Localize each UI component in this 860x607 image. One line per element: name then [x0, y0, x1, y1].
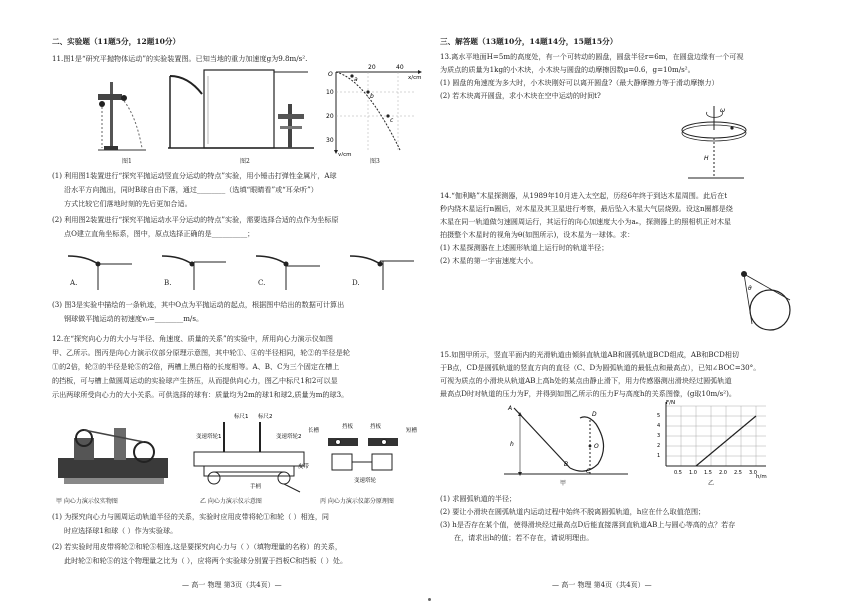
q15-track-figure	[500, 402, 630, 476]
q11-p2-line1: (2) 利用图2装置进行“探究平抛运动水平分运动的特点”实验，需要选择合适的点作为坐标原	[52, 215, 339, 224]
q12-q2-line2: 此时轮②和轮⑤的这个物理量之比为（ ），应将两个实验球分别置于挡板C和挡板（ ）处。	[64, 556, 348, 565]
section-heading-right: 三、解答题（13题10分，14题14分，15题15分）	[440, 37, 618, 46]
caption-yi-right: 乙	[708, 480, 715, 487]
q12-q1-line2: 时应选择球1和球（ ）作为实验球。	[64, 526, 178, 535]
tick-x-40: 40	[396, 64, 404, 71]
q14-jupiter-figure	[734, 268, 794, 340]
q11-p3-line2: 钢球做平抛运动的初速度v₀=________m/s。	[64, 314, 204, 323]
q13-line3: (1) 圆盘的角速度为多大时，小木块刚好可以离开圆盘?（最大静摩擦力等于滑动摩擦力）	[440, 78, 719, 87]
fig2-board	[168, 64, 318, 156]
q15-q3-line2: 在，请求出h的值；若不存在，请说明理由。	[454, 533, 594, 542]
q15-q1: (1) 求圆弧轨道的半径；	[440, 494, 517, 503]
label-b: b	[370, 93, 374, 100]
point-d-label: D	[592, 411, 597, 418]
label-belt-wheel: 变速塔轮	[354, 478, 377, 484]
q11-p1-line3: 方式比较它们落地时刻的先后更加合适。	[64, 199, 192, 208]
q15-graph-figure	[652, 398, 772, 480]
caption-jia: 甲 向心力演示仪实物图	[56, 498, 118, 505]
graph-grid	[666, 406, 766, 466]
q11-stem: 11.图1是“研究平抛物体运动”的实验装置图。已知当地的重力加速度g为9.8m/s².	[52, 54, 308, 63]
h-tick-2.0: 2.0	[719, 470, 727, 476]
fig1-apparatus	[90, 72, 150, 154]
q14-line1: 14.“伽利略”木星探测器，从1989年10月进入太空起，历经6年终于到达木星周围。此后在t	[440, 191, 728, 200]
f-tick-2: 2	[657, 443, 661, 449]
option-c-diagram	[256, 256, 320, 290]
h-tick-3.0: 3.0	[749, 470, 757, 476]
label-wheel-left: 变速塔轮1	[196, 434, 222, 440]
omega-label: ω	[720, 107, 726, 114]
jupiter-circle	[750, 290, 790, 330]
q15-line2: 于B点，CD是圆弧轨道的竖直方向的直径（C、D为圆弧轨道的最低点和最高点），已知∠BOC=30°。	[440, 363, 761, 372]
label-short-slot: 短槽	[406, 428, 418, 434]
q13-line1: 13.离水平地面H=5m的高度处，有一个可转动的圆盘，圆盘半径r=6m，在圆盘边缘有一个可视	[440, 52, 744, 61]
f-tick-3: 3	[657, 433, 661, 439]
f-tick-1: 1	[657, 453, 661, 459]
q12-line4: 的挡板，可与槽上做圆周运动的实验球产生挤压，从而提供向心力，图乙中标尺1和2可以显	[52, 376, 338, 385]
h-tick-0.5: 0.5	[674, 470, 682, 476]
option-c: C.	[258, 278, 266, 287]
f-tick-5: 5	[657, 413, 661, 419]
page-footer-right: — 高一 物理 第4页（共4页）—	[552, 581, 652, 589]
theta-label: θ	[748, 285, 752, 292]
y-unit: y/cm	[338, 152, 352, 156]
q12-line3: ①的2倍，轮③的半径是轮⑤的2倍，两槽上黑白格的长度相等。A、B、C为三个固定在槽上	[52, 362, 340, 371]
tick-y-20: 20	[326, 113, 334, 120]
q15-line3: 可视为质点的小滑块从轨道AB上高h处的某点由静止滑下，用力传感器测出滑块经过圆弧轨道	[440, 376, 732, 385]
incline-ab	[514, 408, 570, 468]
h-tick-1.0: 1.0	[689, 470, 697, 476]
point-a-label: A	[508, 405, 513, 412]
label-handle: 手柄	[250, 484, 262, 490]
height-label: H	[704, 155, 709, 162]
q12-line2: 甲、乙所示。图丙是向心力演示仪部分原理示意图，其中轮①、④的半径相同，轮②的半径是轮	[52, 348, 350, 357]
q14-line4: 拍摄整个木星时的视角为θ(如图所示)，设木星为一球体。求：	[440, 230, 635, 239]
label-a: a	[354, 76, 358, 83]
label-o: O	[328, 71, 333, 78]
q15-q2: (2) 要让小滑块在圆弧轨道内运动过程中始终不脱离圆弧轨道，h应在什么取值范围；	[440, 507, 706, 516]
q14-line2: 秒内绕木星运行n圈后，对木星及其卫星进行考察，最后坠入木星大气层烧毁。设这n圈都是绕	[440, 204, 733, 213]
q13-line2: 为质点的质量为1kg的小木块，小木块与圆盘的动摩擦因数μ=0.6，g=10m/s²。	[440, 65, 695, 74]
label-c: c	[390, 117, 394, 124]
option-d: D.	[352, 278, 360, 287]
ball-a	[121, 95, 127, 101]
f-axis-label: F/N	[666, 400, 676, 406]
label-baffle: 挡板	[342, 424, 354, 430]
caption-yi: 乙 向心力演示仪示意图	[200, 498, 262, 505]
q14-line3: 木星在同一轨道做匀速圆周运行，其运行的向心加速度大小为aₙ，探测器上的照相机正对木星	[440, 217, 732, 226]
label-baffle-2: 挡板	[370, 424, 382, 430]
point-b-label: B	[564, 461, 569, 468]
h-tick-2.5: 2.5	[734, 470, 742, 476]
h-label: h	[510, 441, 514, 448]
q14-line5: (1) 木星探测器在上述圆形轨道上运行时的轨道半径；	[440, 243, 609, 252]
q12-line1: 12.在“探究向心力的大小与半径、角速度、质量的关系”的实验中，所用向心力演示仪如图	[52, 334, 334, 343]
tick-y-30: 30	[326, 137, 334, 144]
q15-line1: 15.如图甲所示，竖直平面内的光滑轨道由倾斜直轨道AB和圆弧轨道BCD组成，AB和BCD相切	[440, 350, 739, 359]
q13-line4: (2) 若木块离开圆盘，求小木块在空中运动的时间t?	[440, 91, 601, 100]
point-o-label: O	[594, 443, 599, 450]
q12-q1-line1: (1) 为探究向心力与圆周运动轨道半径的关系，实验时应用皮带将轮①和轮（ ）相连，同	[52, 512, 330, 521]
option-b: B.	[164, 278, 172, 287]
x-unit: x/cm	[408, 75, 422, 81]
q15-q3-line1: (3) h是否存在某个值，使得滑块经过最高点D后能直接落到直轨道AB上与圆心等高的点？若存	[440, 520, 736, 529]
fig-yi-diagram	[194, 422, 304, 492]
point-c-label: C	[586, 468, 591, 475]
q13-disc-figure	[674, 104, 758, 184]
q14-line6: (2) 木星的第一宇宙速度大小。	[440, 256, 538, 265]
q11-options	[64, 246, 424, 292]
scan-mark	[428, 598, 431, 601]
label-scale2: 标尺2	[258, 414, 273, 420]
f-tick-4: 4	[657, 423, 661, 429]
tick-x-20: 20	[368, 64, 376, 71]
label-scale1: 标尺1	[234, 414, 249, 420]
h-tick-1.5: 1.5	[704, 470, 712, 476]
caption-fig2: 图2	[240, 158, 250, 165]
chute	[170, 76, 202, 94]
fig3-trajectory	[326, 64, 426, 156]
q12-q2-line1: (2) 若实验时用皮带将轮②和轮⑤相连,这是要探究向心力与（ ）（填物理量的名称）的关系，	[52, 542, 342, 551]
caption-fig1: 图1	[122, 158, 132, 165]
h-axis-label: h/m	[756, 474, 767, 480]
option-a: A.	[70, 278, 78, 287]
stand-pole	[110, 82, 113, 150]
q11-p2-line2: 点O建立直角坐标系，图中，原点选择正确的是__________；	[64, 229, 255, 238]
q11-p1-line2: 沿水平方向抛出，同时B球自由下落，通过________（选填“眼睛看”或“耳朵听”）	[64, 185, 318, 194]
fig-jia-photo	[58, 428, 168, 484]
label-wheel-right: 变速塔轮2	[276, 434, 302, 440]
tick-y-10: 10	[326, 89, 334, 96]
q11-p1-line1: (1) 利用图1装置进行“探究平抛运动竖直分运动的特点”实验，用小锤击打弹性金属片，A球	[52, 171, 337, 180]
fig-bing-diagram	[328, 438, 398, 470]
page-footer-left: — 高一 物理 第3页（共4页）—	[182, 581, 282, 589]
section-heading: 二、实验题（11题5分，12题10分）	[52, 37, 181, 46]
caption-fig3: 图3	[370, 158, 380, 165]
ball-b	[99, 101, 105, 107]
caption-jia-right: 甲	[560, 480, 567, 487]
option-a-diagram	[68, 256, 132, 290]
trajectory-curve	[336, 72, 400, 150]
q15-line4: 最高点D时对轨道的压力为F，并得到如图乙所示的压力F与高度h的关系图像，(g取10m/s²)。	[440, 389, 736, 398]
label-belt: 皮带	[298, 464, 310, 470]
option-b-diagram	[162, 256, 226, 290]
label-long-slot: 长槽	[308, 428, 320, 434]
q11-p3-line1: (3) 图3是实验中描绘的一条轨迹，其中O点为平抛运动的起点，根据图中给出的数据可计算出	[52, 300, 345, 309]
caption-bing: 丙 向心力演示仪部分原理图	[320, 498, 394, 505]
q12-line5: 示出两球所受向心力的大小关系。可供选择的球有：质量均为2m的球1和球2,质量为m的球3。	[52, 390, 349, 399]
hammer-frame	[98, 94, 122, 100]
q12-figures	[54, 408, 428, 496]
